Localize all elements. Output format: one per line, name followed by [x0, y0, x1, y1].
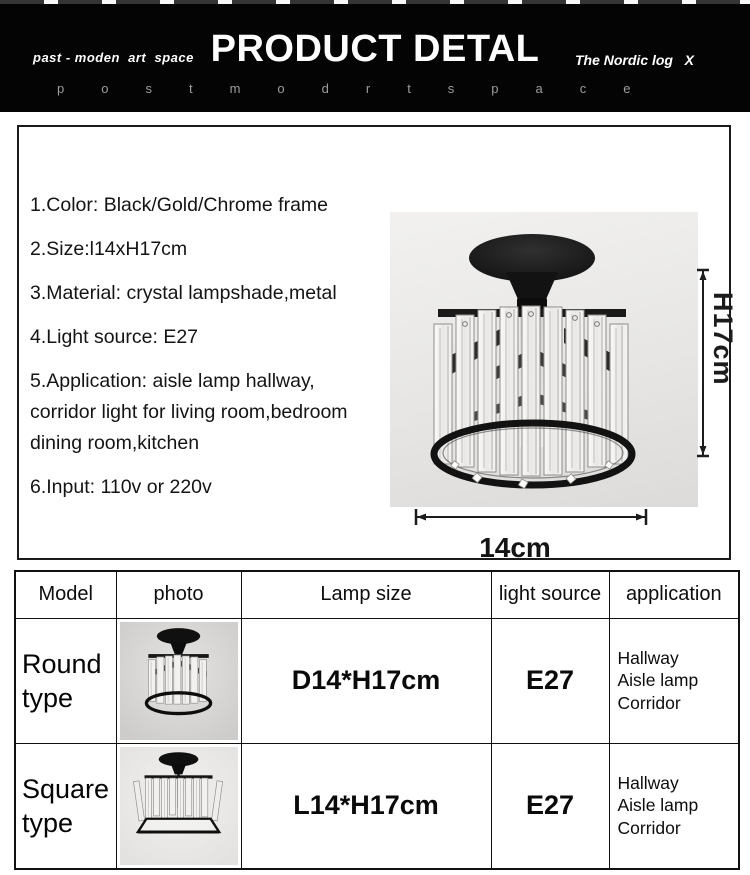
width-dimension-arrow — [413, 509, 649, 525]
table-header-row — [15, 571, 739, 618]
spec-application-line1: 5.Application: aisle lamp hallway, — [30, 370, 315, 392]
application-list — [609, 743, 739, 869]
application-line: Corridor — [617, 692, 681, 713]
square-crystal-ceiling-lamp-icon — [120, 747, 238, 865]
brand-tagline-letters: postmodrtspace — [57, 81, 668, 96]
spec-input: 6.Input: 110v or 220v — [30, 476, 212, 498]
spec-light-source: 4.Light source: E27 — [30, 326, 199, 348]
spec-application-line3: dining room,kitchen — [30, 432, 200, 454]
page-header — [0, 4, 750, 112]
spec-color: 1.Color: Black/Gold/Chrome frame — [30, 194, 329, 216]
spec-size: 2.Size:l14xH17cm — [30, 238, 188, 260]
column-header-application: application — [609, 571, 739, 618]
application-line: Aisle lamp — [617, 795, 699, 816]
table-row-round-type — [15, 618, 739, 743]
photo-cell — [116, 618, 241, 743]
column-header-light-source: light source — [491, 571, 609, 618]
height-dimension-label: H17cm — [708, 292, 738, 386]
variant-table — [14, 570, 740, 870]
light-source: E27 — [491, 618, 609, 743]
application-line: Hallway — [617, 647, 679, 668]
lamp-size: D14*H17cm — [241, 618, 491, 743]
page-title: PRODUCT DETAL — [210, 28, 540, 70]
brand-left-text: past - moden art space — [33, 50, 194, 65]
photo-cell — [116, 743, 241, 869]
width-dimension-label: 14cm — [479, 532, 551, 563]
brand-right-text: The Nordic log X — [574, 52, 694, 68]
width-dimension — [413, 509, 649, 564]
ceiling-lamp-image — [390, 212, 698, 507]
column-header-lamp-size: Lamp size — [241, 571, 491, 618]
spec-application-line2: corridor light for living room,bedroom — [30, 401, 348, 423]
model-name: Square type — [15, 743, 116, 869]
model-name: Round type — [15, 618, 116, 743]
application-line: Hallway — [617, 772, 679, 793]
spec-list — [30, 177, 392, 503]
application-list — [609, 618, 739, 743]
spec-material: 3.Material: crystal lampshade,metal — [30, 282, 337, 304]
light-source: E27 — [491, 743, 609, 869]
column-header-photo: photo — [116, 571, 241, 618]
table-row-square-type — [15, 743, 739, 869]
product-photo — [390, 212, 698, 507]
product-spec-panel — [17, 125, 738, 563]
round-crystal-ceiling-lamp-icon — [120, 622, 238, 740]
lamp-size: L14*H17cm — [241, 743, 491, 869]
application-line: Corridor — [617, 817, 681, 838]
column-header-model: Model — [15, 571, 116, 618]
application-line: Aisle lamp — [617, 670, 699, 691]
